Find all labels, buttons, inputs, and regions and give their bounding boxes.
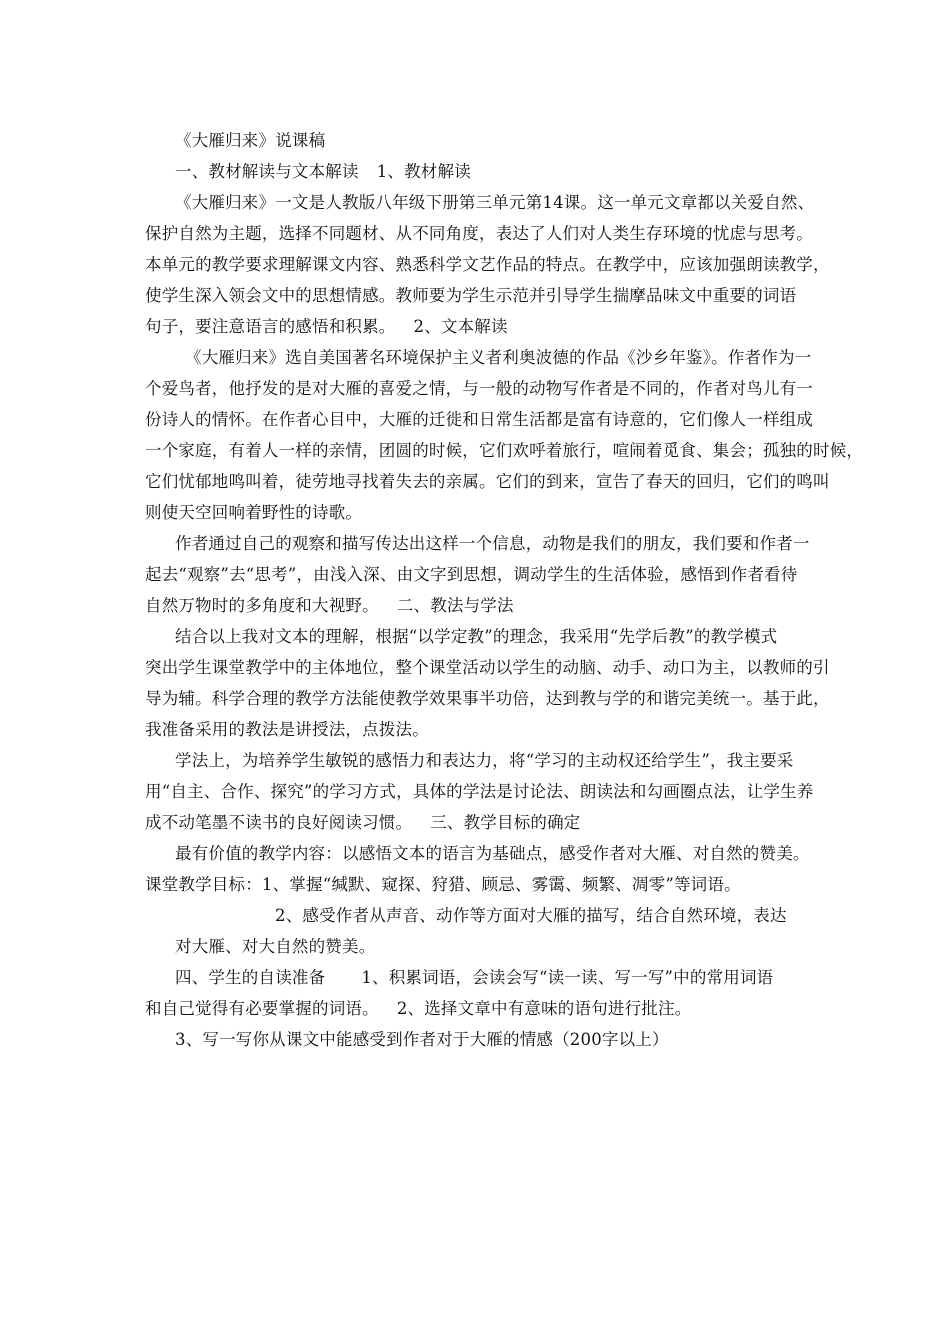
paragraph-text: 句子，要注意语言的感悟和积累。 bbox=[145, 317, 396, 336]
paragraph-line: 对大雁、对大自然的赞美。 bbox=[175, 937, 376, 956]
paragraph-line: 起去“观察”去“思考”，由浅入深、由文字到思想，调动学生的生活体验，感悟到作者看待 bbox=[145, 565, 798, 584]
paragraph-line bbox=[145, 590, 815, 621]
paragraph-line: 则使天空回响着野性的诗歌。 bbox=[145, 503, 363, 522]
paragraph-text: 1、积累词语，会读会写“读一读、写一写”中的常用词语 bbox=[361, 968, 774, 987]
paragraph-line: 我准备采用的教法是讲授法，点拨法。 bbox=[145, 720, 429, 739]
paragraph-line: 突出学生课堂教学中的主体地位，整个课堂活动以学生的动脑、动手、动口为主，以教师的引 bbox=[145, 658, 830, 677]
paragraph-line: 个爱鸟者，他抒发的是对大雁的喜爱之情，与一般的动物写作者是不同的，作者对鸟儿有一 bbox=[145, 379, 813, 398]
paragraph-line bbox=[145, 156, 815, 187]
paragraph-line bbox=[145, 962, 815, 993]
paragraph-line: 学法上，为培养学生敏锐的感悟力和表达力，将“学习的主动权还给学生”，我主要采 bbox=[175, 751, 794, 770]
paragraph-line: 课堂教学目标：1、掌握“缄默、窥探、狩猎、顾忌、雾霭、频繁、凋零”等词语。 bbox=[145, 875, 741, 894]
paragraph-line: 保护自然为主题，选择不同题材、从不同角度，表达了人们对人类生存环境的忧虑与思考。 bbox=[145, 224, 813, 243]
paragraph-text: 自然万物时的多角度和大视野。 bbox=[145, 596, 379, 615]
paragraph-line: 《大雁归来》一文是人教版八年级下册第三单元第14课。这一单元文章都以关爱自然、 bbox=[175, 193, 815, 212]
subsection-heading: 1、教材解读 bbox=[376, 162, 471, 181]
paragraph-text: 和自己觉得有必要掌握的词语。 bbox=[145, 999, 379, 1018]
document-page bbox=[145, 126, 864, 1055]
paragraph-line: 导为辅。科学合理的教学方法能使教学效果事半功倍，达到教与学的和谐完美统一。基于此， bbox=[145, 689, 830, 708]
paragraph-line: 最有价值的教学内容：以感悟文本的语言为基础点，感受作者对大雁、对自然的赞美。 bbox=[175, 844, 810, 863]
paragraph-line bbox=[145, 807, 815, 838]
section-heading-4: 四、学生的自读准备 bbox=[175, 968, 326, 987]
paragraph-line: 作者通过自己的观察和描写传达出这样一个信息，动物是我们的朋友，我们要和作者一 bbox=[175, 534, 810, 553]
paragraph-line: 一个家庭，有着人一样的亲情，团圆的时候，它们欢呼着旅行，喧闹着觅食、集会；孤独的时候， bbox=[145, 441, 864, 460]
paragraph-line: 份诗人的情怀。在作者心目中，大雁的迁徙和日常生活都是富有诗意的，它们像人一样组成 bbox=[145, 410, 813, 429]
section-heading-1: 一、教材解读与文本解读 bbox=[175, 162, 359, 181]
paragraph-line: 《大雁归来》选自美国著名环境保护主义者利奥波德的作品《沙乡年鉴》。作者作为一 bbox=[185, 348, 812, 367]
paragraph-line: 3、写一写你从课文中能感受到作者对于大雁的情感（200字以上） bbox=[175, 1030, 669, 1049]
paragraph-line: 结合以上我对文本的理解，根据“以学定教”的理念，我采用“先学后教”的教学模式 bbox=[175, 627, 778, 646]
paragraph-line: 它们忧郁地鸣叫着，徒劳地寻找着失去的亲属。它们的到来，宣告了春天的回归，它们的鸣叫 bbox=[145, 472, 830, 491]
paragraph-line: 用“自主、合作、探究”的学习方式，具体的学法是讨论法、朗读法和勾画圈点法，让学生养 bbox=[145, 782, 814, 801]
paragraph-text: 2、选择文章中有意味的语句进行批注。 bbox=[396, 999, 692, 1018]
paragraph-line: 本单元的教学要求理解课文内容、熟悉科学文艺作品的特点。在教学中，应该加强朗读教学， bbox=[145, 255, 830, 274]
section-heading-3: 三、教学目标的确定 bbox=[430, 813, 581, 832]
document-title: 《大雁归来》说课稿 bbox=[175, 131, 326, 150]
paragraph-line bbox=[145, 311, 815, 342]
paragraph-line: 使学生深入领会文中的思想情感。教师要为学生示范并引导学生揣摩品味文中重要的词语 bbox=[145, 286, 797, 305]
subsection-heading: 2、文本解读 bbox=[413, 317, 508, 336]
paragraph-text: 成不动笔墨不读书的良好阅读习惯。 bbox=[145, 813, 413, 832]
section-heading-2: 二、教法与学法 bbox=[396, 596, 514, 615]
paragraph-line bbox=[145, 993, 815, 1024]
paragraph-line: 2、感受作者从声音、动作等方面对大雁的描写，结合自然环境，表达 bbox=[275, 906, 787, 925]
